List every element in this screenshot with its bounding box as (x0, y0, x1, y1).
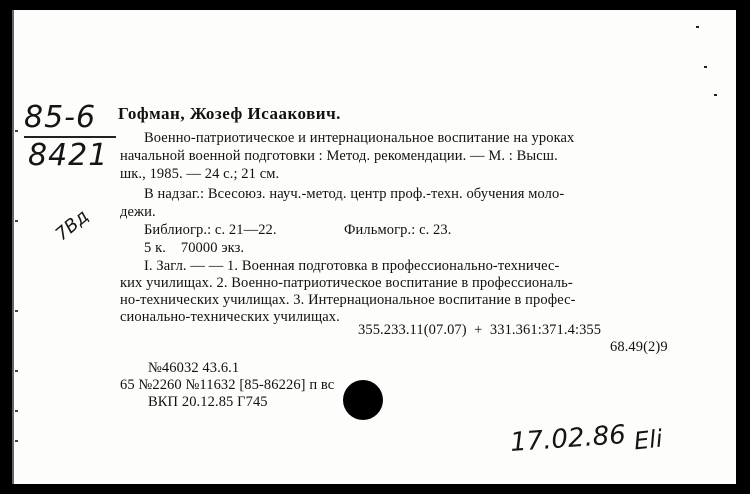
subject-line: но-технических училищах. 3. Интернациональное воспитание в профес- (120, 292, 576, 308)
card-number: №46032 43.6.1 (148, 360, 240, 376)
corner-mark (704, 66, 707, 68)
shelf-mark-top: 85-6 (24, 100, 97, 135)
subject-line: сионально-технических училищах. (120, 309, 340, 325)
card-left-edge (14, 10, 20, 484)
shelf-mark-bottom: 8421 (28, 138, 109, 173)
side-handwritten-note: 7Вд (51, 205, 93, 246)
subject-line: I. Загл. — — 1. Военная подготовка в профессионально-техничес- (144, 258, 560, 274)
note-line: дежи. (120, 204, 156, 220)
subject-line: ких училищах. 2. Военно-патриотическое воспитание в профессиональ- (120, 275, 573, 291)
corner-mark (714, 94, 717, 96)
vkp-line: ВКП 20.12.85 Г745 (148, 394, 268, 410)
handwritten-signature: Eli (632, 424, 664, 456)
title-line: начальной военной подготовки : Метод. рекомендации. — М. : Высш. (120, 148, 558, 164)
title-line: Военно-патриотическое и интернациональное воспитание на уроках (144, 130, 575, 146)
note-line: В надзаг.: Всесоюз. науч.-метод. центр проф.-техн. обучения моло- (144, 186, 565, 202)
corner-mark (696, 26, 699, 28)
catalog-card (12, 10, 736, 484)
handwritten-date: 17.02.86 (509, 419, 627, 459)
print-run: 5 к. 70000 экз. (144, 240, 245, 256)
bibliography-note: Библиогр.: с. 21—22. (144, 222, 277, 238)
punch-hole (343, 380, 383, 420)
udc-index: 355.233.11(07.07) + 331.361:371.4:355 (358, 322, 602, 338)
order-line: 65 №2260 №11632 [85-86226] п вс (120, 377, 335, 393)
filmography-note: Фильмогр.: с. 23. (344, 222, 452, 238)
title-line: шк., 1985. — 24 с.; 21 см. (120, 166, 280, 182)
author-heading: Гофман, Жозеф Исаакович. (118, 104, 341, 123)
bbk-index: 68.49(2)9 (610, 339, 668, 355)
